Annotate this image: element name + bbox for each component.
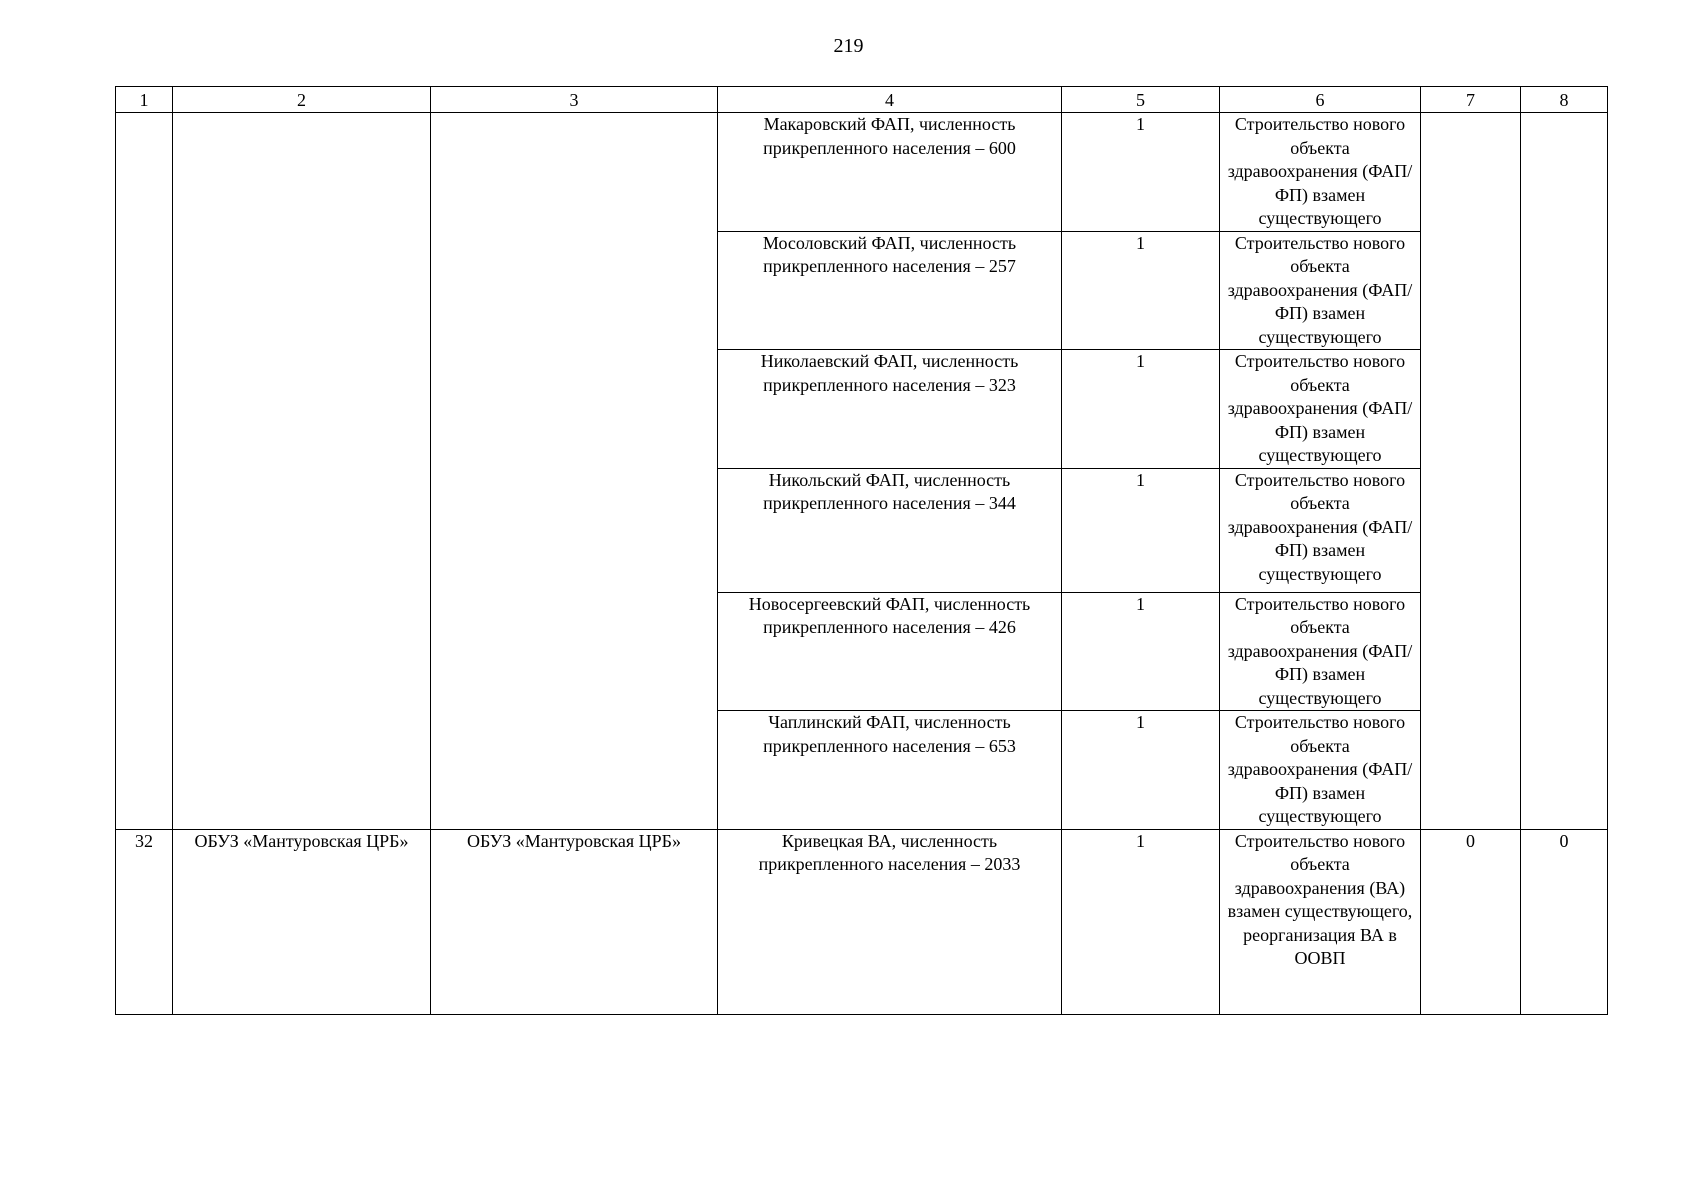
num-cell: 32 bbox=[116, 829, 173, 1014]
merged-cell-col7 bbox=[1421, 113, 1521, 830]
count-cell: 1 bbox=[1062, 231, 1220, 350]
action-cell: Строительство нового объекта здравоохранения (ФАП/ФП) взамен существующего bbox=[1220, 231, 1421, 350]
org-cell: ОБУЗ «Мантуровская ЦРБ» bbox=[173, 829, 431, 1014]
table-row bbox=[116, 113, 1608, 232]
action-cell: Строительство нового объекта здравоохранения (ФАП/ФП) взамен существующего bbox=[1220, 468, 1421, 592]
column-header: 2 bbox=[173, 87, 431, 113]
action-cell: Строительство нового объекта здравоохранения (ВА) взамен существующего, реорганизация ВА в ООВП bbox=[1220, 829, 1421, 1014]
merged-cell-org-full bbox=[431, 113, 718, 830]
table-header-row bbox=[116, 87, 1608, 113]
action-cell: Строительство нового объекта здравоохранения (ФАП/ФП) взамен существующего bbox=[1220, 711, 1421, 830]
col7-cell: 0 bbox=[1421, 829, 1521, 1014]
object-cell: Никольский ФАП, численность прикрепленного населения – 344 bbox=[718, 468, 1062, 592]
action-cell: Строительство нового объекта здравоохранения (ФАП/ФП) взамен существующего bbox=[1220, 592, 1421, 711]
count-cell: 1 bbox=[1062, 350, 1220, 469]
count-cell: 1 bbox=[1062, 592, 1220, 711]
table-row bbox=[116, 829, 1608, 1014]
merged-cell-col8 bbox=[1521, 113, 1608, 830]
merged-cell-org bbox=[173, 113, 431, 830]
column-header: 5 bbox=[1062, 87, 1220, 113]
object-cell: Николаевский ФАП, численность прикрепленного населения – 323 bbox=[718, 350, 1062, 469]
column-header: 8 bbox=[1521, 87, 1608, 113]
object-cell: Макаровский ФАП, численность прикрепленного населения – 600 bbox=[718, 113, 1062, 232]
action-cell: Строительство нового объекта здравоохранения (ФАП/ФП) взамен существующего bbox=[1220, 113, 1421, 232]
column-header: 6 bbox=[1220, 87, 1421, 113]
org-full-cell: ОБУЗ «Мантуровская ЦРБ» bbox=[431, 829, 718, 1014]
action-cell: Строительство нового объекта здравоохранения (ФАП/ФП) взамен существующего bbox=[1220, 350, 1421, 469]
count-cell: 1 bbox=[1062, 711, 1220, 830]
merged-cell-num bbox=[116, 113, 173, 830]
data-table bbox=[115, 86, 1608, 1015]
col8-cell: 0 bbox=[1521, 829, 1608, 1014]
object-cell: Кривецкая ВА, численность прикрепленного населения – 2033 bbox=[718, 829, 1062, 1014]
page-number: 219 bbox=[833, 35, 864, 57]
count-cell: 1 bbox=[1062, 113, 1220, 232]
count-cell: 1 bbox=[1062, 468, 1220, 592]
column-header: 4 bbox=[718, 87, 1062, 113]
column-header: 1 bbox=[116, 87, 173, 113]
object-cell: Чаплинский ФАП, численность прикрепленного населения – 653 bbox=[718, 711, 1062, 830]
count-cell: 1 bbox=[1062, 829, 1220, 1014]
column-header: 3 bbox=[431, 87, 718, 113]
column-header: 7 bbox=[1421, 87, 1521, 113]
object-cell: Новосергеевский ФАП, численность прикрепленного населения – 426 bbox=[718, 592, 1062, 711]
object-cell: Мосоловский ФАП, численность прикрепленного населения – 257 bbox=[718, 231, 1062, 350]
